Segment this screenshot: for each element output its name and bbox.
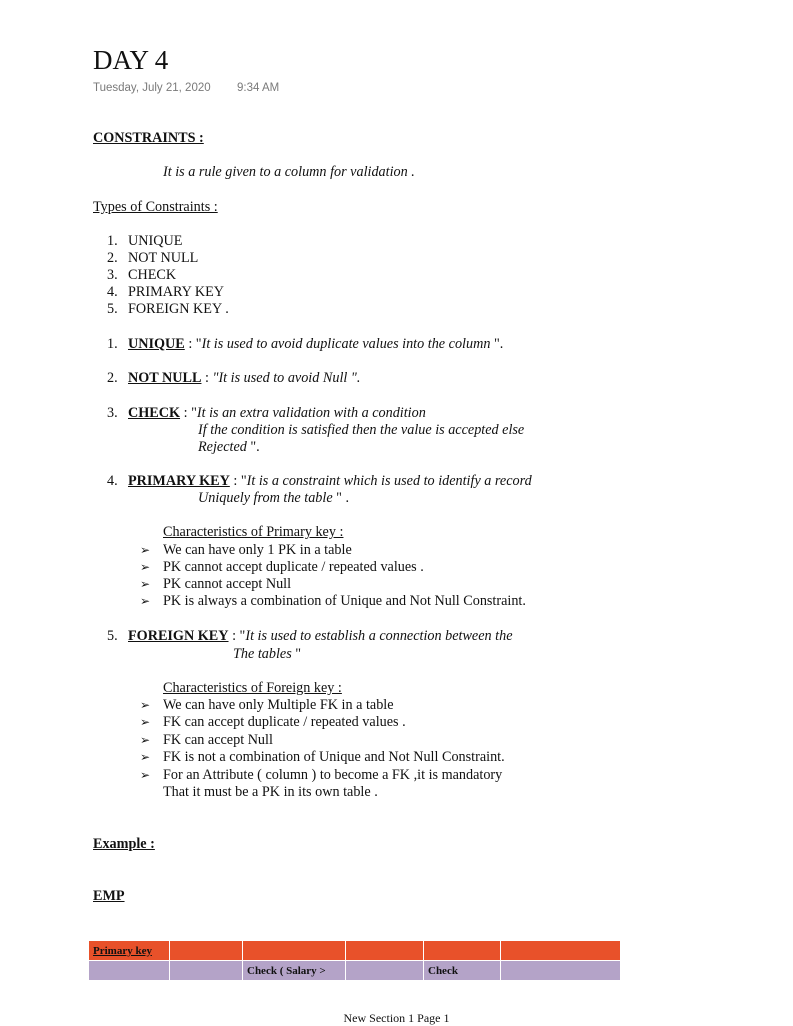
pk-sep: : " bbox=[229, 473, 247, 489]
arrowhead-bullet-icon: ➢ bbox=[140, 768, 151, 782]
list-number: 2. bbox=[107, 250, 118, 266]
list-number: 5. bbox=[107, 628, 118, 644]
list-number: 1. bbox=[107, 336, 118, 352]
check-line3-text: Rejected bbox=[198, 439, 247, 455]
list-item: PK cannot accept Null bbox=[163, 576, 292, 592]
table-cell bbox=[424, 941, 501, 961]
list-item: PRIMARY KEY bbox=[128, 284, 225, 300]
list-number: 3. bbox=[107, 405, 118, 421]
pk-characteristics-heading: Characteristics of Primary key : bbox=[163, 524, 344, 540]
pk-line2-text: Uniquely from the table bbox=[198, 490, 333, 506]
check-line2: If the condition is satisfied then the value is accepted else bbox=[198, 422, 525, 438]
list-number: 5. bbox=[107, 301, 118, 317]
check-sep: : " bbox=[180, 405, 197, 421]
list-number: 4. bbox=[107, 473, 118, 489]
note-title: DAY 4 bbox=[93, 45, 169, 75]
list-item: UNIQUE bbox=[128, 233, 183, 249]
list-number: 4. bbox=[107, 284, 118, 300]
table-name: EMP bbox=[93, 888, 125, 904]
check-definition bbox=[128, 405, 426, 422]
unique-term: UNIQUE bbox=[128, 336, 185, 352]
list-number: 1. bbox=[107, 233, 118, 249]
table-cell: Primary key bbox=[89, 941, 170, 961]
list-number: 2. bbox=[107, 370, 118, 386]
list-item: FK can accept Null bbox=[163, 732, 273, 748]
constraints-heading: CONSTRAINTS : bbox=[93, 130, 204, 146]
note-date: Tuesday, July 21, 2020 bbox=[93, 82, 211, 94]
table-cell bbox=[243, 941, 346, 961]
table-cell bbox=[170, 941, 243, 961]
table-row bbox=[89, 961, 621, 981]
table-cell bbox=[346, 941, 424, 961]
list-item: FOREIGN KEY . bbox=[128, 301, 229, 317]
arrowhead-bullet-icon: ➢ bbox=[140, 733, 151, 747]
arrowhead-bullet-icon: ➢ bbox=[140, 560, 151, 574]
arrowhead-bullet-icon: ➢ bbox=[140, 577, 151, 591]
constraints-definition: It is a rule given to a column for validation . bbox=[163, 164, 415, 180]
table-cell bbox=[501, 941, 621, 961]
notnull-desc: "It is used to avoid Null ". bbox=[212, 370, 361, 386]
unique-desc: It is used to avoid duplicate values into the column bbox=[201, 336, 491, 352]
fk-line1: It is used to establish a connection between the bbox=[245, 628, 513, 644]
fk-definition bbox=[128, 628, 513, 645]
list-item: PK cannot accept duplicate / repeated values . bbox=[163, 559, 424, 575]
page-footer: New Section 1 Page 1 bbox=[343, 1011, 450, 1025]
emp-table bbox=[88, 940, 621, 981]
note-time: 9:34 AM bbox=[237, 82, 280, 94]
notnull-definition bbox=[128, 370, 360, 387]
table-cell bbox=[89, 961, 170, 981]
fk-line2-text: The tables bbox=[233, 646, 292, 662]
fk-characteristics-heading: Characteristics of Foreign key : bbox=[163, 680, 342, 696]
list-item: FK can accept duplicate / repeated values . bbox=[163, 714, 406, 730]
check-line3 bbox=[198, 439, 260, 456]
list-item: CHECK bbox=[128, 267, 177, 283]
list-item: PK is always a combination of Unique and Not Null Constraint. bbox=[163, 593, 526, 609]
table-cell bbox=[346, 961, 424, 981]
pk-definition bbox=[128, 473, 532, 490]
pk-line2 bbox=[198, 490, 349, 507]
list-item: NOT NULL bbox=[128, 250, 199, 266]
notnull-term: NOT NULL bbox=[128, 370, 202, 386]
fk-end: " bbox=[291, 646, 302, 662]
fk-line2 bbox=[233, 646, 301, 663]
arrowhead-bullet-icon: ➢ bbox=[140, 715, 151, 729]
unique-definition bbox=[128, 336, 503, 353]
arrowhead-bullet-icon: ➢ bbox=[140, 543, 151, 557]
list-item-continuation: That it must be a PK in its own table . bbox=[163, 784, 378, 800]
unique-end: ". bbox=[490, 336, 504, 352]
list-item: We can have only 1 PK in a table bbox=[163, 542, 352, 558]
example-heading: Example : bbox=[93, 836, 155, 852]
types-heading: Types of Constraints : bbox=[93, 199, 218, 215]
table-cell bbox=[501, 961, 621, 981]
check-end: ". bbox=[246, 439, 260, 455]
table-cell: Check ( Salary > bbox=[243, 961, 346, 981]
pk-line1: It is a constraint which is used to identify a record bbox=[246, 473, 532, 489]
list-item: FK is not a combination of Unique and Not Null Constraint. bbox=[163, 749, 505, 765]
unique-sep: : " bbox=[184, 336, 202, 352]
table-cell bbox=[170, 961, 243, 981]
arrowhead-bullet-icon: ➢ bbox=[140, 750, 151, 764]
fk-sep: : " bbox=[228, 628, 246, 644]
pk-end: " . bbox=[332, 490, 350, 506]
fk-term: FOREIGN KEY bbox=[128, 628, 229, 644]
arrowhead-bullet-icon: ➢ bbox=[140, 594, 151, 608]
table-row bbox=[89, 941, 621, 961]
check-term: CHECK bbox=[128, 405, 181, 421]
check-line1: It is an extra validation with a condition bbox=[196, 405, 426, 421]
list-item: We can have only Multiple FK in a table bbox=[163, 697, 394, 713]
notnull-sep: : bbox=[201, 370, 213, 386]
list-item: For an Attribute ( column ) to become a FK ,it is mandatory bbox=[163, 767, 503, 783]
table-cell: Check bbox=[424, 961, 501, 981]
list-number: 3. bbox=[107, 267, 118, 283]
pk-term: PRIMARY KEY bbox=[128, 473, 230, 489]
arrowhead-bullet-icon: ➢ bbox=[140, 698, 151, 712]
